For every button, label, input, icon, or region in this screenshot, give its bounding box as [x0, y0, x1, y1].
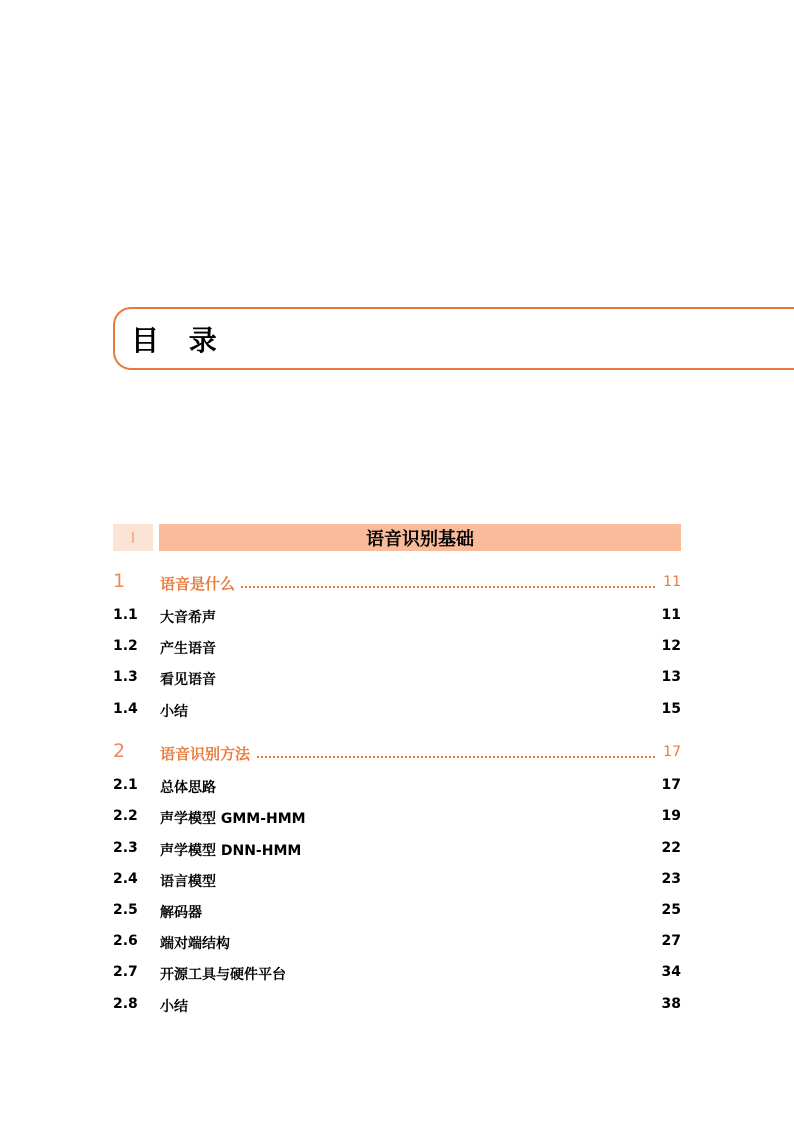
page-title: 目 录	[131, 324, 227, 357]
section-page: 27	[661, 933, 681, 949]
toc-section[interactable]	[113, 607, 681, 627]
toc-section[interactable]	[113, 669, 681, 689]
section-title: 声学模型 GMM-HMM	[160, 811, 306, 827]
section-number: 2.1	[113, 777, 138, 793]
section-page: 13	[661, 669, 681, 685]
chapter-title: 语音是什么	[160, 573, 241, 594]
toc-chapter-1[interactable]	[113, 572, 681, 594]
toc-section[interactable]	[113, 840, 681, 860]
section-number: 2.3	[113, 840, 138, 856]
section-number: 2.7	[113, 964, 138, 980]
section-title: 开源工具与硬件平台	[160, 967, 286, 983]
section-number: 1.4	[113, 701, 138, 717]
section-page: 17	[661, 777, 681, 793]
section-number: 2.6	[113, 933, 138, 949]
section-page: 23	[661, 871, 681, 887]
toc-section[interactable]	[113, 808, 681, 828]
chapter-page: 17	[663, 744, 681, 760]
part-numeral: I	[113, 524, 153, 551]
section-number: 2.4	[113, 871, 138, 887]
section-title: 产生语音	[160, 641, 216, 657]
section-page: 34	[661, 964, 681, 980]
section-title: 语言模型	[160, 874, 216, 890]
toc-section[interactable]	[113, 933, 681, 953]
section-number: 1.2	[113, 638, 138, 654]
section-page: 22	[661, 840, 681, 856]
section-number: 2.8	[113, 996, 138, 1012]
toc-section[interactable]	[113, 902, 681, 922]
section-page: 11	[661, 607, 681, 623]
section-number: 1.3	[113, 669, 138, 685]
section-title: 看见语音	[160, 672, 216, 688]
section-page: 38	[661, 996, 681, 1012]
chapter-number: 1	[113, 570, 126, 592]
toc-section[interactable]	[113, 964, 681, 984]
section-page: 12	[661, 638, 681, 654]
chapter-number: 2	[113, 740, 126, 762]
toc-chapter-2[interactable]	[113, 742, 681, 764]
section-title: 小结	[160, 999, 188, 1015]
chapter-page: 11	[663, 574, 681, 590]
toc-section[interactable]	[113, 996, 681, 1016]
section-title: 总体思路	[160, 780, 216, 796]
section-title: 端对端结构	[160, 936, 230, 952]
toc-section[interactable]	[113, 638, 681, 658]
chapter-title: 语音识别方法	[160, 743, 256, 764]
toc-section[interactable]	[113, 701, 681, 721]
section-page: 19	[661, 808, 681, 824]
section-page: 15	[661, 701, 681, 717]
section-title: 小结	[160, 704, 188, 720]
section-title: 解码器	[160, 905, 202, 921]
toc-section[interactable]	[113, 777, 681, 797]
section-page: 25	[661, 902, 681, 918]
section-title: 声学模型 DNN-HMM	[160, 843, 302, 859]
toc-section[interactable]	[113, 871, 681, 891]
part-title: 语音识别基础	[159, 524, 681, 551]
section-number: 2.2	[113, 808, 138, 824]
section-number: 2.5	[113, 902, 138, 918]
section-number: 1.1	[113, 607, 138, 623]
section-title: 大音希声	[160, 610, 216, 626]
